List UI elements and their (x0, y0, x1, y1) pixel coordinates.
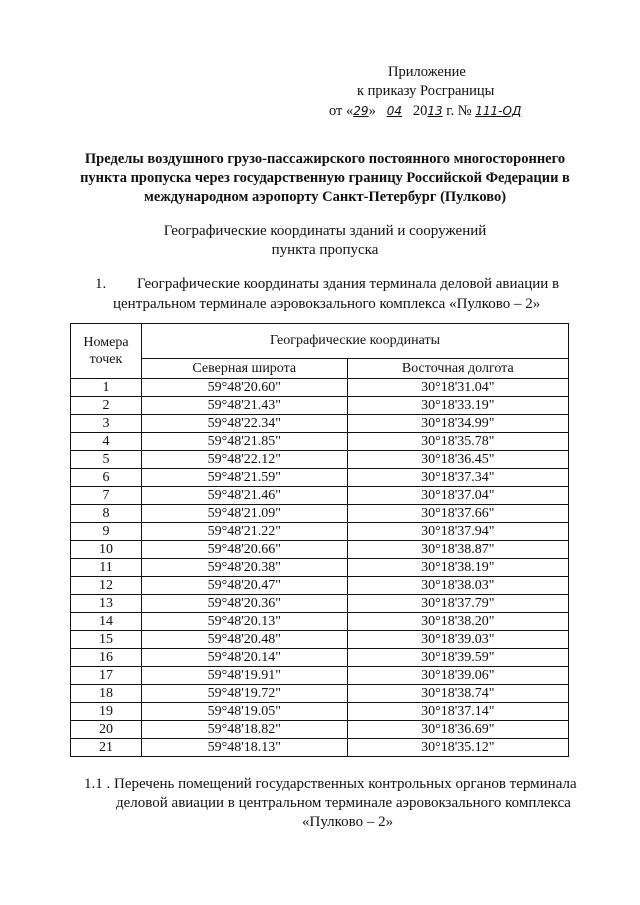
section-1-line1: Географические координаты здания терминала деловой авиации в (137, 276, 560, 292)
header-point-number: Номера точек (71, 324, 142, 379)
section-1-line2: центральном терминале аэровокзального комплекса «Пулково – 2» (113, 296, 541, 312)
document-subtitle-line1: Географические координаты зданий и сооружений (163, 223, 487, 239)
point-number-cell: 10 (71, 541, 142, 559)
annex-year-tail: г. № (442, 103, 472, 119)
point-number-cell: 8 (71, 505, 142, 523)
longitude-cell: 30°18'37.04" (347, 487, 568, 505)
point-number-cell: 19 (71, 703, 142, 721)
table-row (71, 631, 569, 649)
table-row (71, 685, 569, 703)
annex-day: 29 (353, 104, 369, 118)
longitude-cell: 30°18'37.66" (347, 505, 568, 523)
table-row (71, 415, 569, 433)
latitude-cell: 59°48'20.14" (142, 649, 348, 667)
longitude-cell: 30°18'39.06" (347, 667, 568, 685)
point-number-cell: 7 (71, 487, 142, 505)
point-number-cell: 18 (71, 685, 142, 703)
latitude-cell: 59°48'20.36" (142, 595, 348, 613)
point-number-cell: 20 (71, 721, 142, 739)
table-row (71, 451, 569, 469)
longitude-cell: 30°18'33.19" (347, 397, 568, 415)
table-row (71, 397, 569, 415)
annex-title: Приложение (388, 64, 466, 80)
longitude-cell: 30°18'38.74" (347, 685, 568, 703)
table-row (71, 595, 569, 613)
table-row (71, 487, 569, 505)
point-number-cell: 16 (71, 649, 142, 667)
header-geo-coordinates: Географические координаты (142, 324, 569, 359)
section-1-1-line3: «Пулково – 2» (302, 814, 394, 830)
longitude-cell: 30°18'36.45" (347, 451, 568, 469)
latitude-cell: 59°48'21.22" (142, 523, 348, 541)
latitude-cell: 59°48'21.85" (142, 433, 348, 451)
latitude-cell: 59°48'20.13" (142, 613, 348, 631)
table-row (71, 541, 569, 559)
point-number-cell: 5 (71, 451, 142, 469)
longitude-cell: 30°18'39.03" (347, 631, 568, 649)
latitude-cell: 59°48'19.05" (142, 703, 348, 721)
longitude-cell: 30°18'39.59" (347, 649, 568, 667)
latitude-cell: 59°48'18.82" (142, 721, 348, 739)
latitude-cell: 59°48'19.91" (142, 667, 348, 685)
point-number-cell: 17 (71, 667, 142, 685)
coordinates-table-body (71, 379, 569, 757)
section-1-number: 1. (95, 276, 107, 292)
table-row (71, 379, 569, 397)
longitude-cell: 30°18'35.78" (347, 433, 568, 451)
annex-from-prefix: от « (329, 103, 354, 119)
annex-year-prefix: 20 (412, 103, 428, 119)
longitude-cell: 30°18'37.94" (347, 523, 568, 541)
latitude-cell: 59°48'20.47" (142, 577, 348, 595)
point-number-cell: 2 (71, 397, 142, 415)
annex-date-line (329, 103, 521, 120)
longitude-cell: 30°18'36.69" (347, 721, 568, 739)
latitude-cell: 59°48'21.59" (142, 469, 348, 487)
point-number-cell: 15 (71, 631, 142, 649)
latitude-cell: 59°48'19.72" (142, 685, 348, 703)
document-title-line2: пункта пропуска через государственную границу Российской Федерации в (80, 170, 570, 186)
latitude-cell: 59°48'20.38" (142, 559, 348, 577)
table-row (71, 721, 569, 739)
table-row (71, 433, 569, 451)
longitude-cell: 30°18'37.34" (347, 469, 568, 487)
latitude-cell: 59°48'18.13" (142, 739, 348, 757)
document-title-line1: Пределы воздушного грузо-пассажирского постоянного многостороннего (84, 151, 566, 167)
longitude-cell: 30°18'35.12" (347, 739, 568, 757)
document-title (60, 150, 590, 207)
latitude-cell: 59°48'22.34" (142, 415, 348, 433)
latitude-cell: 59°48'20.66" (142, 541, 348, 559)
table-row (71, 469, 569, 487)
annex-mid-quote: » (368, 103, 376, 119)
table-row (71, 649, 569, 667)
point-number-cell: 13 (71, 595, 142, 613)
annex-order-ref: к приказу Росграницы (357, 83, 495, 99)
longitude-cell: 30°18'38.19" (347, 559, 568, 577)
table-row (71, 523, 569, 541)
point-number-cell: 6 (71, 469, 142, 487)
table-row (71, 613, 569, 631)
table-row (71, 505, 569, 523)
point-number-cell: 3 (71, 415, 142, 433)
document-subtitle-line2: пункта пропуска (271, 242, 379, 258)
table-row (71, 703, 569, 721)
section-1-1-line1: 1.1 . Перечень помещений государственных контрольных органов терминала (84, 776, 577, 792)
latitude-cell: 59°48'22.12" (142, 451, 348, 469)
annex-year-suffix: 13 (427, 104, 443, 118)
header-latitude: Северная широта (142, 359, 348, 379)
table-row (71, 739, 569, 757)
longitude-cell: 30°18'38.03" (347, 577, 568, 595)
annex-month: 04 (386, 104, 402, 118)
point-number-cell: 4 (71, 433, 142, 451)
point-number-cell: 9 (71, 523, 142, 541)
latitude-cell: 59°48'21.09" (142, 505, 348, 523)
point-number-cell: 1 (71, 379, 142, 397)
longitude-cell: 30°18'37.14" (347, 703, 568, 721)
longitude-cell: 30°18'34.99" (347, 415, 568, 433)
coordinates-table (70, 323, 569, 757)
longitude-cell: 30°18'38.87" (347, 541, 568, 559)
table-row (71, 667, 569, 685)
table-row (71, 577, 569, 595)
longitude-cell: 30°18'31.04" (347, 379, 568, 397)
point-number-cell: 14 (71, 613, 142, 631)
point-number-cell: 21 (71, 739, 142, 757)
header-longitude: Восточная долгота (347, 359, 568, 379)
document-subtitle (60, 222, 590, 260)
section-1-1-line2: деловой авиации в центральном терминале аэровокзального комплекса (116, 795, 571, 811)
point-number-cell: 12 (71, 577, 142, 595)
point-number-cell: 11 (71, 559, 142, 577)
longitude-cell: 30°18'38.20" (347, 613, 568, 631)
document-title-line3: международном аэропорту Санкт-Петербург (Пулково) (143, 189, 507, 205)
annex-number: 111-ОД (475, 104, 522, 118)
table-row (71, 559, 569, 577)
longitude-cell: 30°18'37.79" (347, 595, 568, 613)
latitude-cell: 59°48'21.43" (142, 397, 348, 415)
latitude-cell: 59°48'21.46" (142, 487, 348, 505)
latitude-cell: 59°48'20.60" (142, 379, 348, 397)
latitude-cell: 59°48'20.48" (142, 631, 348, 649)
